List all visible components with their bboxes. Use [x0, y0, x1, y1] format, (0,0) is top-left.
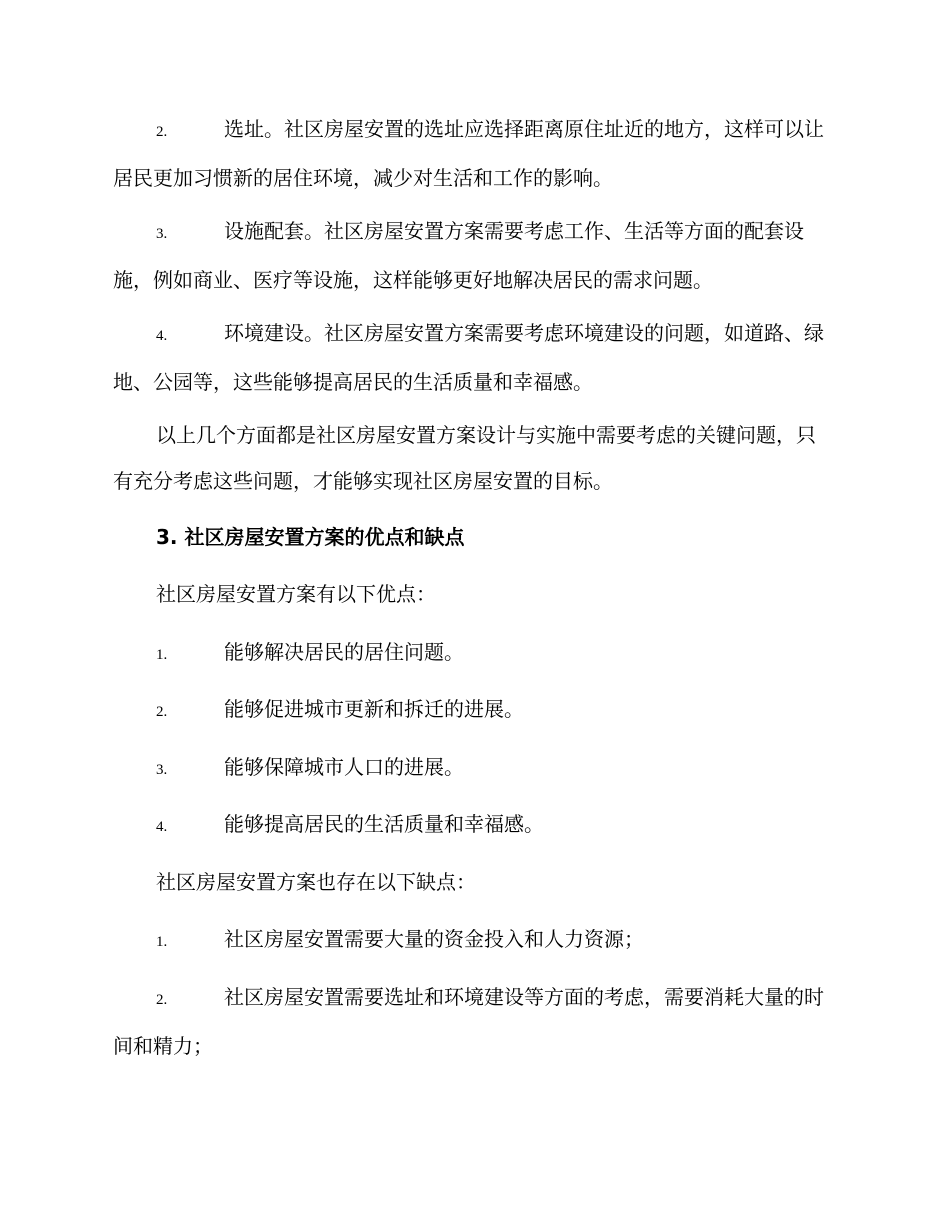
advantage-item	[113, 801, 835, 850]
advantages-intro: 社区房屋安置方案有以下优点：	[156, 582, 436, 606]
advantage-item	[113, 744, 835, 793]
list-number: 4.	[156, 819, 168, 835]
list-item	[113, 208, 835, 303]
list-text: 社区房屋安置需要大量的资金投入和人力资源；	[224, 927, 644, 951]
advantage-item	[113, 686, 835, 735]
list-number: 2.	[156, 124, 168, 140]
list-number: 1.	[156, 934, 168, 950]
list-number: 2.	[156, 704, 168, 720]
advantage-item	[113, 629, 835, 678]
list-text: 环境建设。社区房屋安置方案需要考虑环境建设的问题，如道路、绿地、公园等，这些能够提高居民的生活质量和幸福感。	[113, 321, 824, 394]
list-number: 2.	[156, 992, 168, 1008]
list-number: 3.	[156, 226, 168, 242]
summary-paragraph: 以上几个方面都是社区房屋安置方案设计与实施中需要考虑的关键问题，只有充分考虑这些问题，才能够实现社区房屋安置的目标。	[113, 423, 816, 493]
list-item	[113, 106, 835, 201]
disadvantage-item	[113, 974, 835, 1069]
list-item	[113, 310, 835, 405]
section-heading: 3. 社区房屋安置方案的优点和缺点	[156, 525, 465, 549]
list-text: 选址。社区房屋安置的选址应选择距离原住址近的地方，这样可以让居民更加习惯新的居住环境，减少对生活和工作的影响。	[113, 117, 824, 190]
list-text: 能够提高居民的生活质量和幸福感。	[224, 812, 544, 836]
disadvantages-intro: 社区房屋安置方案也存在以下缺点：	[156, 870, 476, 894]
list-text: 设施配套。社区房屋安置方案需要考虑工作、生活等方面的配套设施，例如商业、医疗等设施，这样能够更好地解决居民的需求问题。	[113, 219, 804, 292]
disadvantage-item	[113, 916, 835, 965]
list-number: 4.	[156, 328, 168, 344]
list-text: 社区房屋安置需要选址和环境建设等方面的考虑，需要消耗大量的时间和精力；	[113, 985, 824, 1058]
list-number: 3.	[156, 762, 168, 778]
list-text: 能够解决居民的居住问题。	[224, 640, 464, 664]
list-number: 1.	[156, 647, 168, 663]
list-text: 能够保障城市人口的进展。	[224, 755, 464, 779]
list-text: 能够促进城市更新和拆迁的进展。	[224, 697, 524, 721]
